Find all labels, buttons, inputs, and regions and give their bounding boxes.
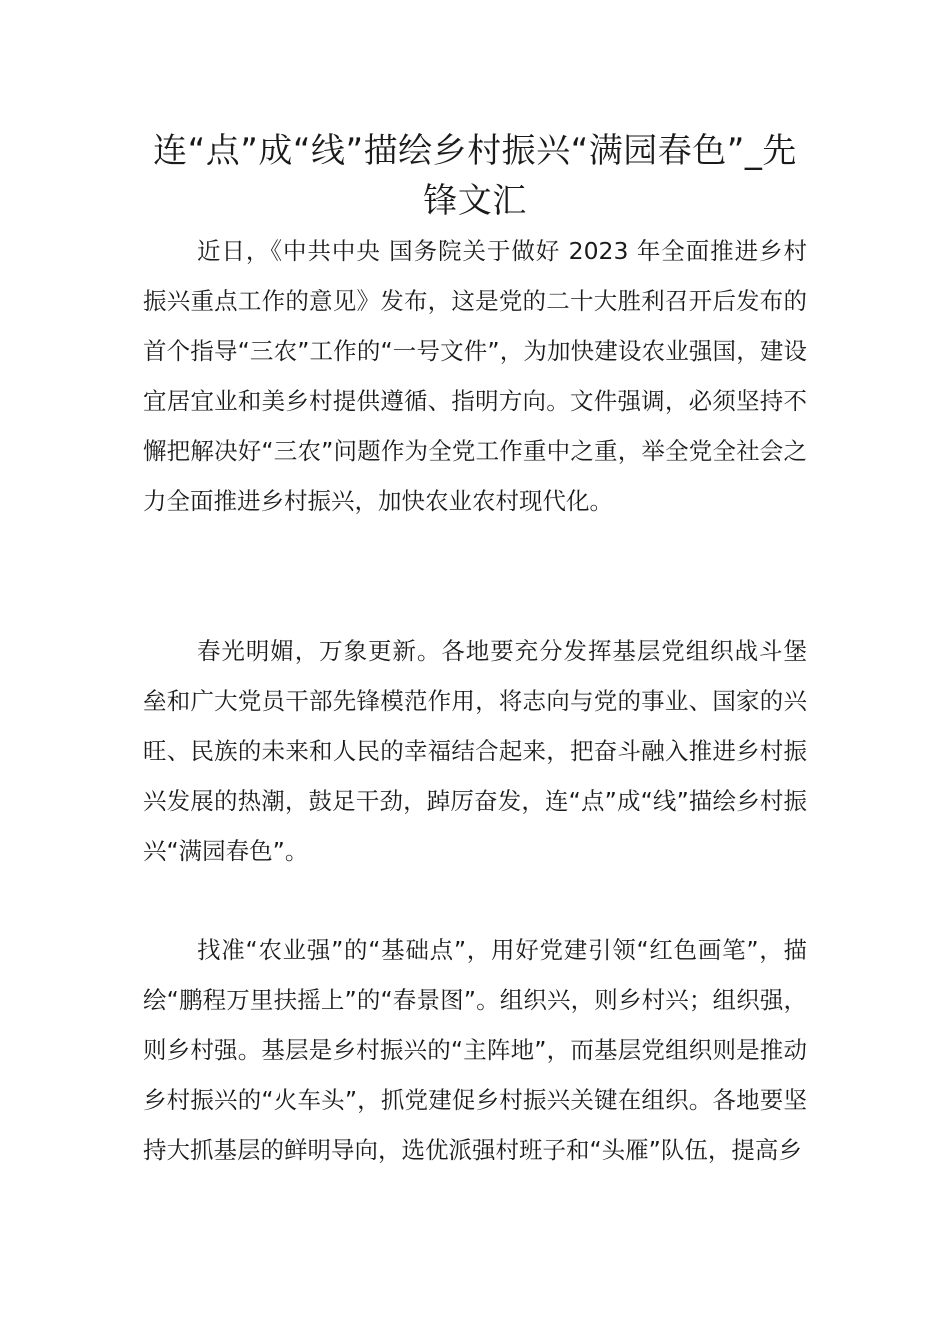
- paragraph-2: 春光明媚，万象更新。各地要充分发挥基层党组织战斗堡垒和广大党员干部先锋模范作用，将志向与党的事业、国家的兴旺、民族的未来和人民的幸福结合起来，把奋斗融入推进乡村振兴发展的热潮，鼓足干劲，踔厉奋发，连“点”成“线”描绘乡村振兴“满园春色”。: [143, 637, 807, 865]
- paragraph-3: 找准“农业强”的“基础点”，用好党建引领“红色画笔”，描绘“鹏程万里扶摇上”的“春景图”。组织兴，则乡村兴；组织强，则乡村强。基层是乡村振兴的“主阵地”，而基层党组织则是推动乡村振兴的“火车头”，抓党建促乡村振兴关键在组织。各地要坚持大抓基层的鲜明导向，选优派强村班子和“头雁”队伍，提高乡: [143, 936, 807, 1164]
- document-title: 连“点”成“线”描绘乡村振兴“满园春色”_先锋文汇: [153, 131, 797, 221]
- paragraph-1: 近日，《中共中央 国务院关于做好 2023 年全面推进乡村振兴重点工作的意见》发布，这是党的二十大胜利召开后发布的首个指导“三农”工作的“一号文件”，为加快建设农业强国，建设宜居宜业和美乡村提供遵循、指明方向。文件强调，必须坚持不懈把解决好“三农”问题作为全党工作重中之重，举全党全社会之力全面推进乡村振兴，加快农业农村现代化。: [143, 237, 807, 515]
